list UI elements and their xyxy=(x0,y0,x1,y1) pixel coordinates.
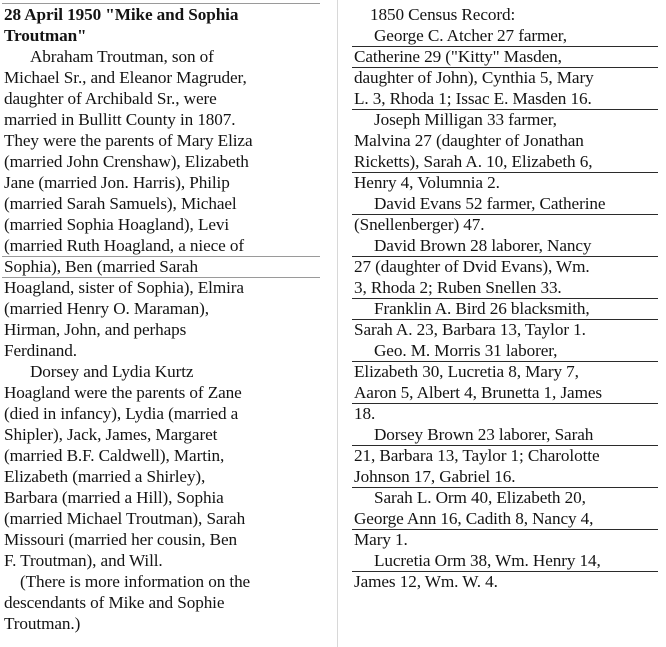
census-heading: 1850 Census Record: xyxy=(370,5,516,24)
text-line: (died in infancy), Lydia (married a xyxy=(4,404,239,423)
text-line: Johnson 17, Gabriel 16. xyxy=(354,467,516,486)
text-line: daughter of Archibald Sr., were xyxy=(4,89,217,108)
text-line: Dorsey and Lydia Kurtz xyxy=(30,362,194,381)
census-entry-milligan xyxy=(354,109,660,193)
text-line: Sarah A. 23, Barbara 13, Taylor 1. xyxy=(354,320,586,339)
census-entry-orm-sarah xyxy=(354,487,660,550)
scan-rule xyxy=(352,403,658,404)
text-line: (Snellenberger) 47. xyxy=(354,215,485,234)
census-entry-brown-david xyxy=(354,235,660,298)
scan-rule xyxy=(2,256,320,257)
text-line: 21, Barbara 13, Taylor 1; Charolotte xyxy=(354,446,600,465)
text-line: Michael Sr., and Eleanor Magruder, xyxy=(4,68,247,87)
scan-rule xyxy=(352,46,658,47)
text-line: (married B.F. Caldwell), Martin, xyxy=(4,446,225,465)
text-line: Lucretia Orm 38, Wm. Henry 14, xyxy=(374,551,601,570)
text-line: (married Sarah Samuels), Michael xyxy=(4,194,237,213)
text-line: Dorsey Brown 23 laborer, Sarah xyxy=(374,425,594,444)
text-line: (married Ruth Hoagland, a niece of xyxy=(4,236,244,255)
text-line: George Ann 16, Cadith 8, Nancy 4, xyxy=(354,509,594,528)
paragraph-troutman xyxy=(4,46,322,361)
text-line: (married Michael Troutman), Sarah xyxy=(4,509,246,528)
text-line: Franklin A. Bird 26 blacksmith, xyxy=(374,299,590,318)
text-line: Hirman, John, and perhaps xyxy=(4,320,187,339)
text-line: (married John Crenshaw), Elizabeth xyxy=(4,152,249,171)
text-line: Henry 4, Volumnia 2. xyxy=(354,173,500,192)
text-line: F. Troutman), and Will. xyxy=(4,551,163,570)
text-line: descendants of Mike and Sophie xyxy=(4,593,225,612)
scan-rule xyxy=(352,361,658,362)
text-line: George C. Atcher 27 farmer, xyxy=(374,26,567,45)
text-line: daughter of John), Cynthia 5, Mary xyxy=(354,68,594,87)
text-line: 27 (daughter of Dvid Evans), Wm. xyxy=(354,257,590,276)
text-line: James 12, Wm. W. 4. xyxy=(354,572,498,591)
text-line: David Evans 52 farmer, Catherine xyxy=(374,194,606,213)
text-line: Elizabeth (married a Shirley), xyxy=(4,467,206,486)
text-line: Troutman.) xyxy=(4,614,81,633)
text-line: Abraham Troutman, son of xyxy=(30,47,214,66)
scan-rule xyxy=(352,67,658,68)
scan-rule xyxy=(2,3,320,4)
text-line: L. 3, Rhoda 1; Issac E. Masden 16. xyxy=(354,89,592,108)
text-line: Shipler), Jack, James, Margaret xyxy=(4,425,218,444)
text-line: (married Sophia Hoagland), Levi xyxy=(4,215,230,234)
text-line: They were the parents of Mary Eliza xyxy=(4,131,253,150)
text-line: Geo. M. Morris 31 laborer, xyxy=(374,341,558,360)
text-line: married in Bullitt County in 1807. xyxy=(4,110,236,129)
text-line: Jane (married Jon. Harris), Philip xyxy=(4,173,230,192)
paragraph-hoagland xyxy=(4,361,322,571)
text-line: Hoagland, sister of Sophia), Elmira xyxy=(4,278,244,297)
paragraph-note xyxy=(4,571,322,634)
scan-rule xyxy=(352,298,658,299)
article-headline-continued: Troutman" xyxy=(4,26,87,45)
text-line: 3, Rhoda 2; Ruben Snellen 33. xyxy=(354,278,562,297)
text-line: (married Henry O. Maraman), xyxy=(4,299,209,318)
article-headline: 28 April 1950 "Mike and Sophia xyxy=(4,5,239,24)
text-line: 18. xyxy=(354,404,376,423)
text-line: Joseph Milligan 33 farmer, xyxy=(374,110,557,129)
scan-rule xyxy=(352,319,658,320)
scan-rule xyxy=(352,487,658,488)
text-line: Elizabeth 30, Lucretia 8, Mary 7, xyxy=(354,362,579,381)
text-line: Catherine 29 ("Kitty" Masden, xyxy=(354,47,562,66)
text-line: Aaron 5, Albert 4, Brunetta 1, James xyxy=(354,383,602,402)
text-line: Ricketts), Sarah A. 10, Elizabeth 6, xyxy=(354,152,593,171)
text-line: Hoagland were the parents of Zane xyxy=(4,383,242,402)
text-line: Sophia), Ben (married Sarah xyxy=(4,257,198,276)
text-line: Malvina 27 (daughter of Jonathan xyxy=(354,131,584,150)
text-line: Mary 1. xyxy=(354,530,408,549)
left-column xyxy=(4,4,322,634)
scan-rule xyxy=(352,109,658,110)
scan-rule xyxy=(2,277,320,278)
scan-rule xyxy=(352,256,658,257)
census-entry-brown-dorsey xyxy=(354,424,660,487)
scan-rule xyxy=(352,529,658,530)
text-line: Missouri (married her cousin, Ben xyxy=(4,530,237,549)
scan-rule xyxy=(352,172,658,173)
scan-rule xyxy=(352,214,658,215)
text-line: Barbara (married a Hill), Sophia xyxy=(4,488,224,507)
text-line: (There is more information on the xyxy=(20,572,251,591)
scan-rule xyxy=(352,571,658,572)
text-line: Sarah L. Orm 40, Elizabeth 20, xyxy=(374,488,586,507)
column-divider xyxy=(337,0,338,647)
census-entry-morris xyxy=(354,340,660,424)
text-line: David Brown 28 laborer, Nancy xyxy=(374,236,592,255)
text-line: Ferdinand. xyxy=(4,341,77,360)
scan-rule xyxy=(352,445,658,446)
